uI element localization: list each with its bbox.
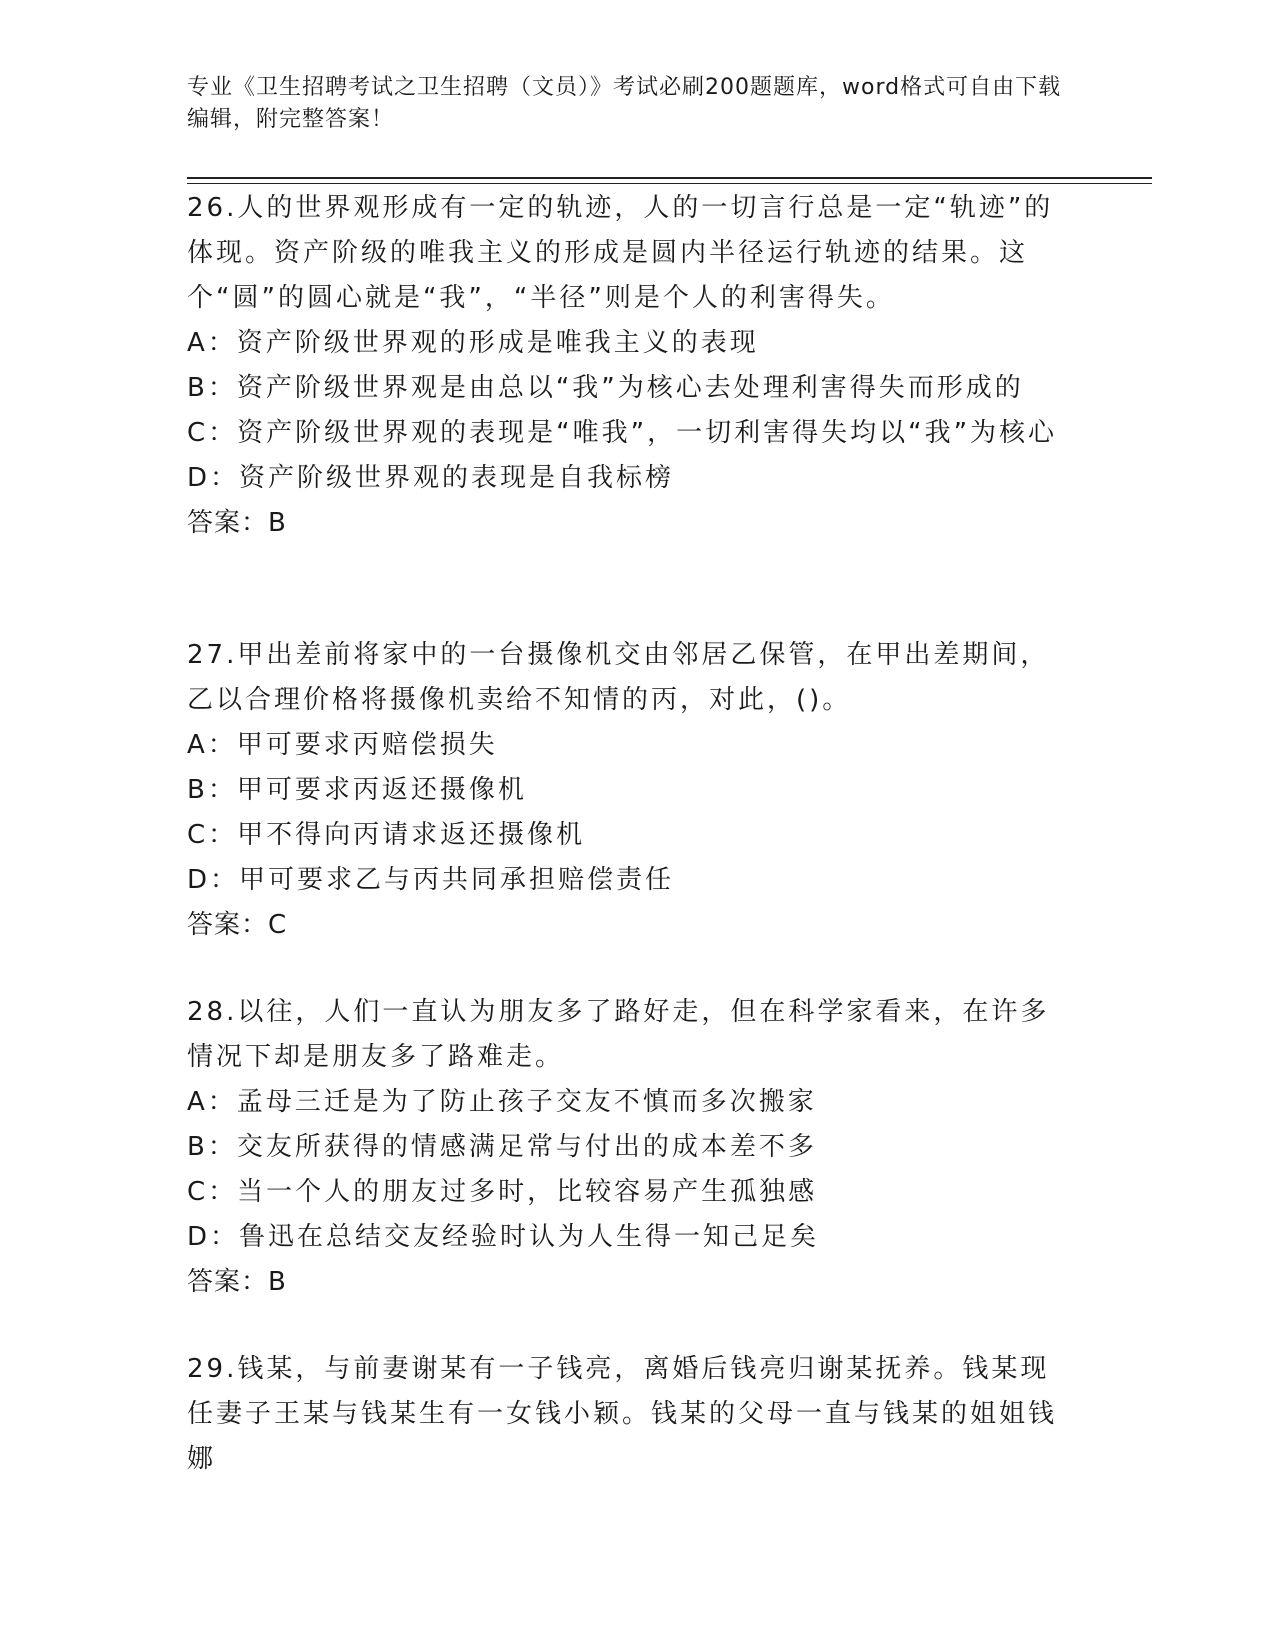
question-28 xyxy=(187,990,1077,1305)
question-27 xyxy=(187,633,1077,948)
option-c: C：甲不得向丙请求返还摄像机 xyxy=(187,820,586,850)
answer: 答案：B xyxy=(187,508,287,538)
option-d: D：资产阶级世界观的表现是自我标榜 xyxy=(187,463,675,493)
question-stem: 27.甲出差前将家中的一台摄像机交由邻居乙保管，在甲出差期间，乙以合理价格将摄像机卖给不知情的丙，对此，()。 xyxy=(187,640,1050,715)
option-a: A：资产阶级世界观的形成是唯我主义的表现 xyxy=(187,328,759,358)
option-a: A：甲可要求丙赔偿损失 xyxy=(187,730,498,760)
header-divider-thin xyxy=(187,183,1152,184)
option-a: A：孟母三迁是为了防止孩子交友不慎而多次搬家 xyxy=(187,1087,817,1117)
document-header: 专业《卫生招聘考试之卫生招聘（文员）》考试必刷200题题库，word格式可自由下载编辑，附完整答案！ xyxy=(187,75,1062,132)
option-d: D：鲁迅在总结交友经验时认为人生得一知己足矣 xyxy=(187,1222,820,1252)
header-divider-thick xyxy=(187,177,1152,179)
option-b: B：资产阶级世界观是由总以“我”为核心去处理利害得失而形成的 xyxy=(187,373,1024,403)
option-d: D：甲可要求乙与丙共同承担赔偿责任 xyxy=(187,865,675,895)
option-b: B：甲可要求丙返还摄像机 xyxy=(187,775,527,805)
question-26 xyxy=(187,186,1077,546)
option-b: B：交友所获得的情感满足常与付出的成本差不多 xyxy=(187,1132,817,1162)
option-c: C：资产阶级世界观的表现是“唯我”，一切利害得失均以“我”为核心 xyxy=(187,418,1058,448)
question-stem: 29.钱某，与前妻谢某有一子钱亮，离婚后钱亮归谢某抚养。钱某现任妻子王某与钱某生有一女钱小颖。钱某的父母一直与钱某的姐姐钱娜 xyxy=(187,1354,1058,1474)
question-stem: 28.以往，人们一直认为朋友多了路好走，但在科学家看来，在许多情况下却是朋友多了路难走。 xyxy=(187,997,1050,1072)
answer: 答案：C xyxy=(187,910,288,940)
answer: 答案：B xyxy=(187,1267,287,1297)
question-29 xyxy=(187,1347,1077,1482)
option-c: C：当一个人的朋友过多时，比较容易产生孤独感 xyxy=(187,1177,818,1207)
question-stem: 26.人的世界观形成有一定的轨迹，人的一切言行总是一定“轨迹”的体现。资产阶级的唯我主义的形成是圆内半径运行轨迹的结果。这个“圆”的圆心就是“我”，“半径”则是个人的利害得失。 xyxy=(187,193,1054,313)
